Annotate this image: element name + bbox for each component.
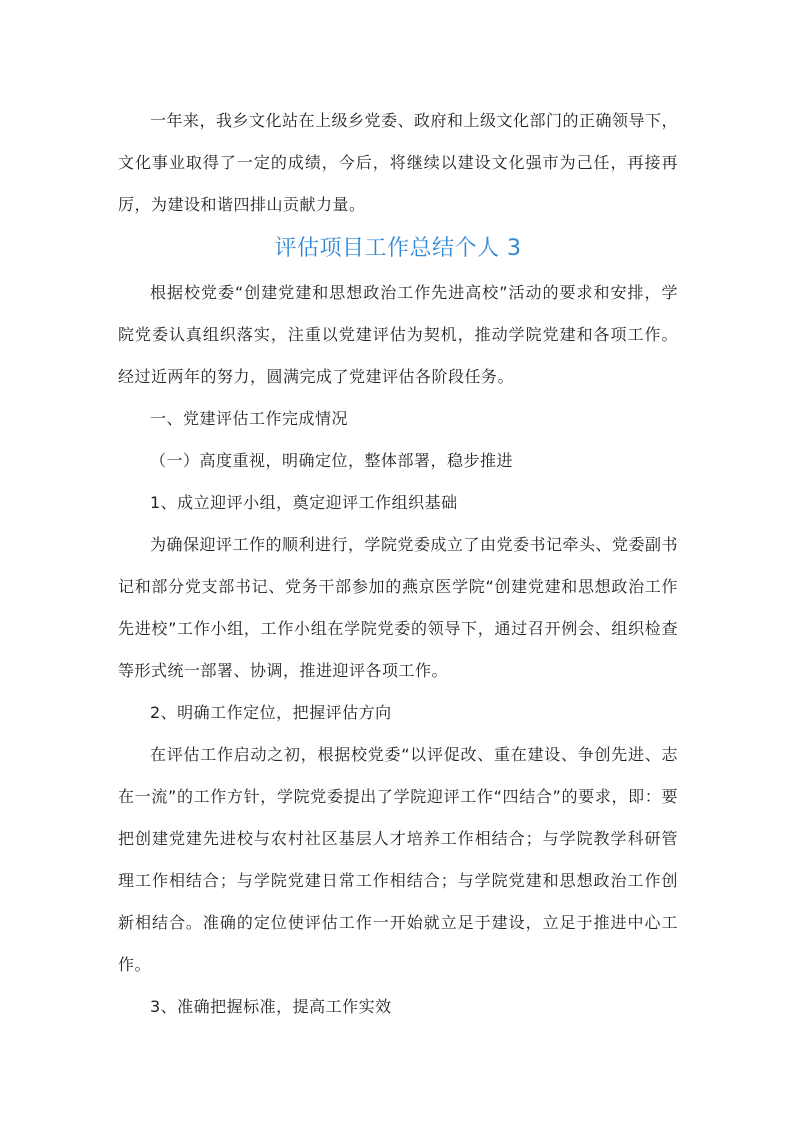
paragraph: 根据校党委“创建党建和思想政治工作先进高校”活动的要求和安排，学院党委认真组织落实，注重以党建评估为契机，推动学院党建和各项工作。经过近两年的努力，圆满完成了党建评估各阶段任务。: [118, 283, 678, 386]
paragraph: 为确保迎评工作的顺利进行，学院党委成立了由党委书记牵头、党委副书记和部分党支部书记、党务干部参加的燕京医学院“创建党建和思想政治工作先进校”工作小组，工作小组在学院党委的领导下，通过召开例会、组织检查等形式统一部署、协调，推进迎评各项工作。: [118, 535, 679, 680]
section-title: 评估项目工作总结个人 3: [274, 236, 522, 261]
item-heading-1: 1、成立迎评小组，奠定迎评工作组织基础: [150, 493, 458, 512]
paragraph: 在评估工作启动之初，根据校党委“以评促改、重在建设、争创先进、志在一流”的工作方针，学院党委提出了学院迎评工作“四结合”的要求，即：要把创建党建先进校与农村社区基层人才培养工作相结合；与学院教学科研管理工作相结合；与学院党建日常工作相结合；与学院党建和思想政治工作创新相结合。准确的定位使评估工作一开始就立足于建设，立足于推进中心工作。: [118, 745, 678, 974]
item-heading-2: 2、明确工作定位，把握评估方向: [150, 703, 392, 722]
section-heading-1: 一、党建评估工作完成情况: [150, 409, 349, 428]
intro-paragraph: 一年来，我乡文化站在上级乡党委、政府和上级文化部门的正确领导下，文化事业取得了一定的成绩，今后，将继续以建设文化强市为己任，再接再厉，为建设和谐四排山贡献力量。: [118, 111, 679, 214]
document-body: [118, 100, 678, 1028]
item-heading-3: 3、准确把握标准，提高工作实效: [150, 997, 392, 1016]
subsection-heading-1: （一）高度重视，明确定位，整体部署，稳步推进: [150, 451, 514, 470]
